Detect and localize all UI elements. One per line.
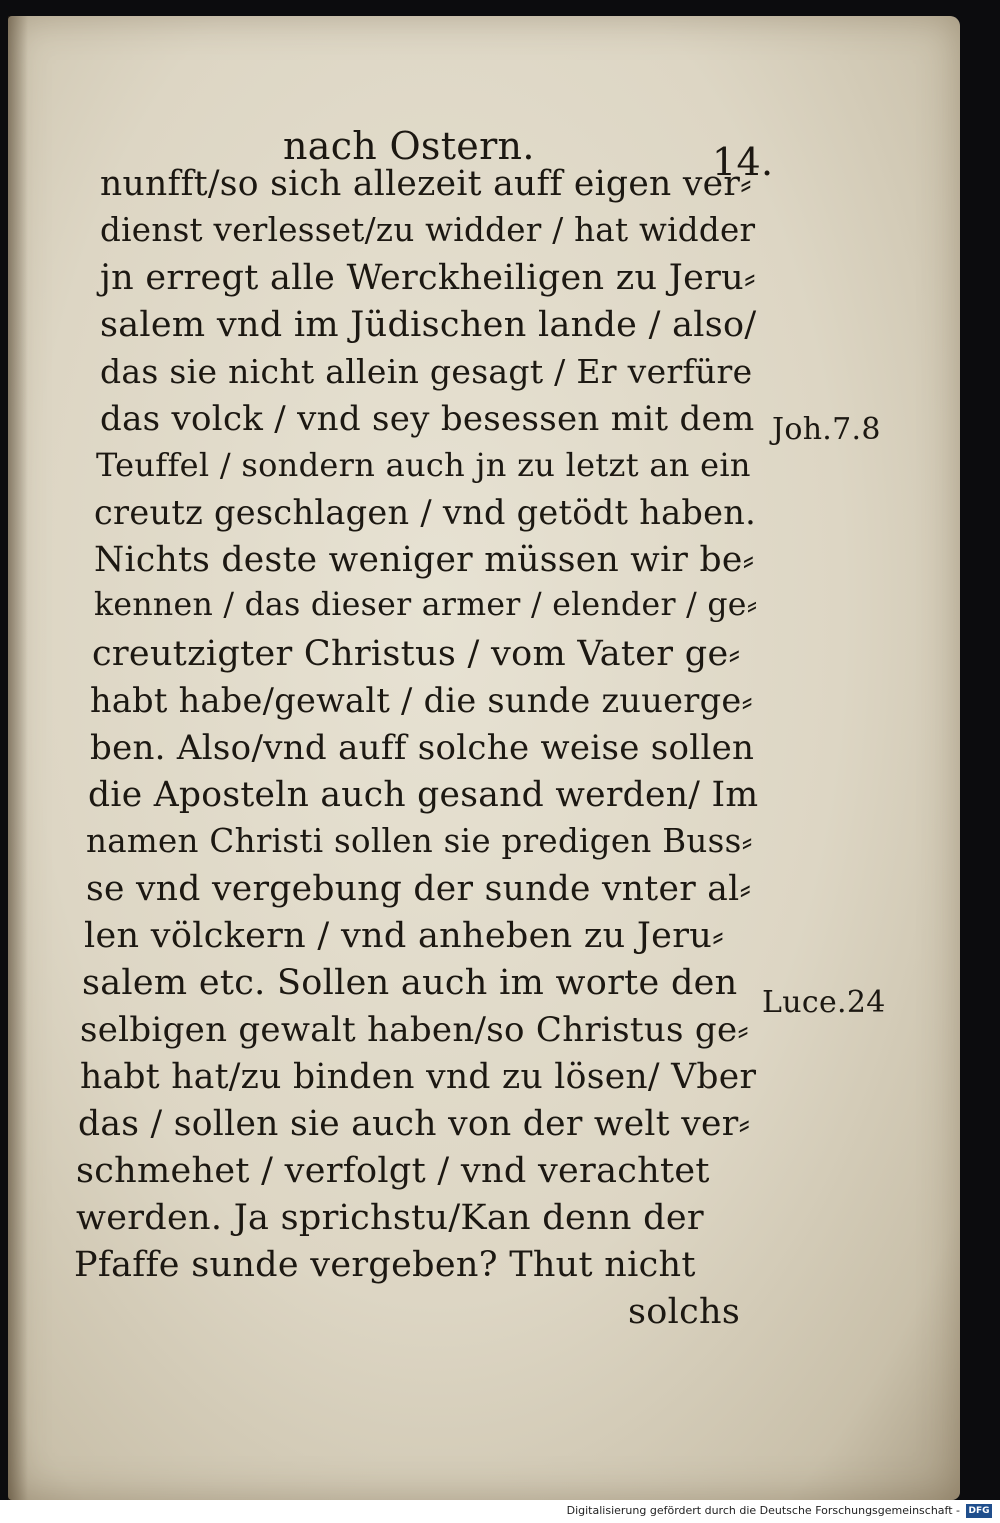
text-line: das / sollen sie auch von der welt ver⸗: [78, 1104, 751, 1144]
text-line: habt hat/zu binden vnd zu lösen/ Vber: [80, 1057, 757, 1097]
text-line: das volck / vnd sey besessen mit dem: [100, 399, 755, 439]
text-line: creutz geschlagen / vnd getödt haben.: [94, 493, 757, 532]
text-line: creutzigter Christus / vom Vater ge⸗: [92, 634, 741, 674]
text-line: Nichts deste weniger müssen wir be⸗: [94, 540, 755, 580]
text-line: selbigen gewalt haben/so Christus ge⸗: [80, 1010, 750, 1050]
page-number: 14.: [712, 140, 774, 184]
running-head: nach Ostern.: [283, 124, 535, 168]
text-line: ben. Also/vnd auff solche weise sollen: [90, 728, 755, 768]
text-line: Teuffel / sondern auch jn zu letzt an ein: [96, 446, 751, 484]
text-line: das sie nicht allein gesagt / Er verfüre: [100, 352, 753, 391]
text-line: kennen / das dieser armer / elender / ge⸗: [94, 587, 758, 623]
footer-bar: [0, 1500, 1000, 1523]
text-line: die Aposteln auch gesand werden/ Im: [88, 775, 759, 815]
text-line: len völckern / vnd anheben zu Jeru⸗: [84, 916, 725, 956]
text-line: se vnd vergebung der sunde vnter al⸗: [86, 869, 752, 909]
text-line: dienst verlesset/zu widder / hat widder: [100, 211, 756, 249]
margin-note: Luce.24: [762, 985, 886, 1020]
margin-note: Joh.7.8: [772, 412, 881, 447]
text-line: salem vnd im Jüdischen lande / also/: [100, 305, 757, 345]
digitization-credit: Digitalisierung gefördert durch die Deutsche Forschungsgemeinschaft -: [566, 1504, 960, 1517]
text-line: jn erregt alle Werckheiligen zu Jeru⸗: [100, 258, 756, 298]
text-line: Pfaffe sunde vergeben? Thut nicht: [74, 1245, 696, 1285]
text-line: namen Christi sollen sie predigen Buss⸗: [86, 822, 753, 860]
text-line: salem etc. Sollen auch im worte den: [82, 963, 738, 1003]
text-line: habt habe/gewalt / die sunde zuuerge⸗: [90, 681, 753, 720]
text-line: werden. Ja sprichstu/Kan denn der: [76, 1198, 704, 1238]
text-line: nunfft/so sich allezeit auff eigen ver⸗: [100, 164, 752, 204]
catchword: solchs: [628, 1292, 741, 1332]
dfg-logo: DFG: [966, 1504, 992, 1518]
text-line: schmehet / verfolgt / vnd verachtet: [76, 1151, 710, 1191]
